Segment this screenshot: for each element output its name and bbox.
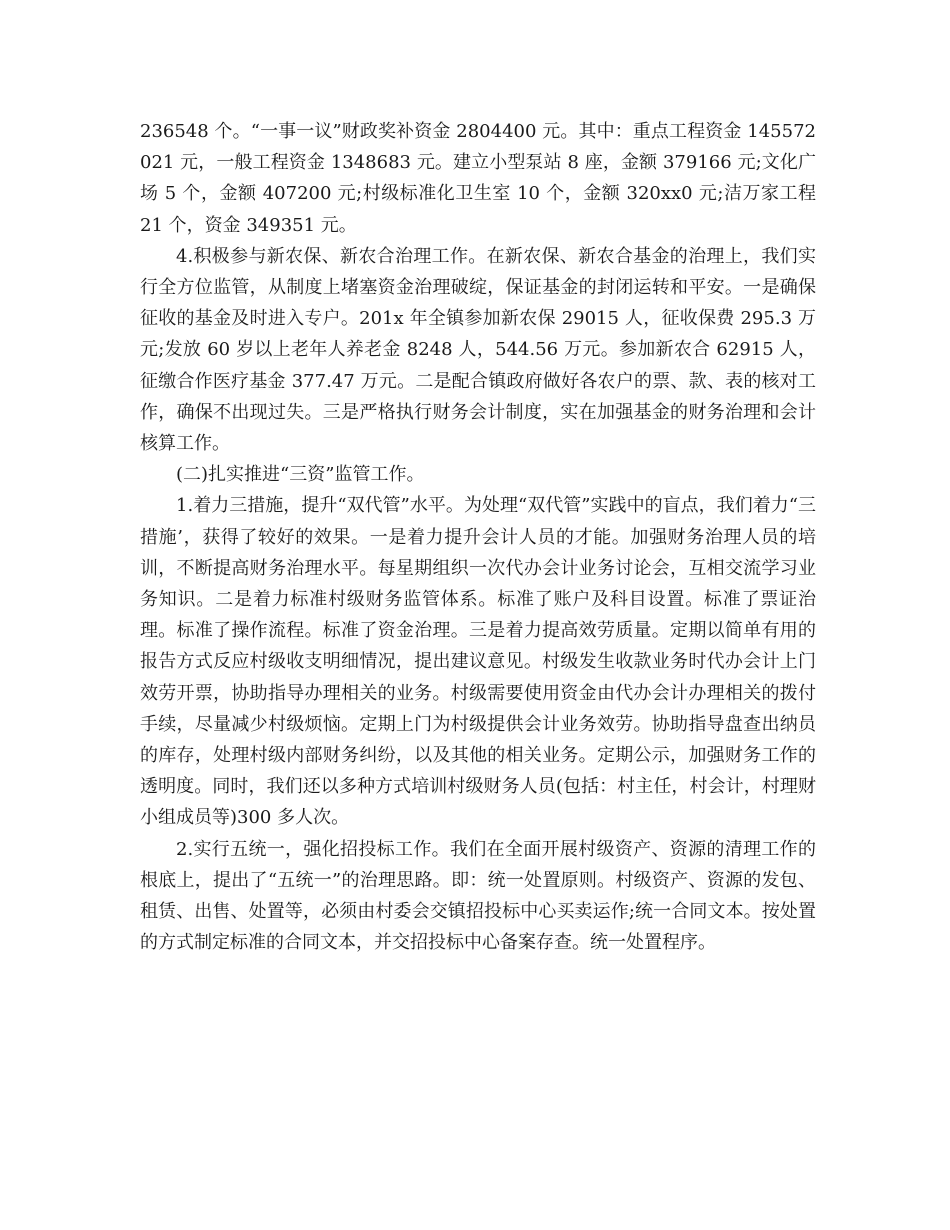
paragraph-3: 1.着力三措施，提升“双代管”水平。为处理“双代管”实践中的盲点，我们着力“三措施’，获得了较好的效果。一是着力提升会计人员的才能。加强财务治理人员的培训，不断提高财务治理水平。每星期组织一次代办会计业务讨论会，互相交流学习业务知识。二是着力标准村级财务监管体系。标准了账户及科目设置。标准了票证治理。标准了操作流程。标准了资金治理。三是着力提高效劳质量。定期以简单有用的报告方式反应村级收支明细情况，提出建议意见。村级发生收款业务时代办会计上门效劳开票，协助指导办理相关的业务。村级需要使用资金由代办会计办理相关的拨付手续，尽量减少村级烦恼。定期上门为村级提供会计业务效劳。协助指导盘查出纳员的库存，处理村级内部财务纠纷，以及其他的相关业务。定期公示，加强财务工作的透明度。同时，我们还以多种方式培训村级财务人员(包括：村主任，村会计，村理财小组成员等)300 多人次。 <box>140 495 816 829</box>
section-heading: (二)扎实推进“三资”监管工作。 <box>176 464 425 486</box>
document-page <box>140 116 816 958</box>
paragraph-4: 2.实行五统一，强化招投标工作。我们在全面开展村级资产、资源的清理工作的根底上，提出了“五统一”的治理思路。即：统一处置原则。村级资产、资源的发包、租赁、出售、处置等，必须由村委会交镇招投标中心买卖运作;统一合同文本。按处置的方式制定标准的合同文本，并交招投标中心备案存查。统一处置程序。 <box>140 838 816 954</box>
paragraph-2: 4.积极参与新农保、新农合治理工作。在新农保、新农合基金的治理上，我们实行全方位监管，从制度上堵塞资金治理破绽，保证基金的封闭运转和平安。一是确保征收的基金及时进入专户。201x 年全镇参加新农保 29015 人，征收保费 295.3 万元;发放 60 岁以上老年人养老金 8248 人，544.56 万元。参加新农合 62915 人，征缴合作医疗基金 377.47 万元。二是配合镇政府做好各农户的票、款、表的核对工作，确保不出现过失。三是严格执行财务会计制度，实在加强基金的财务治理和会计核算工作。 <box>140 245 816 455</box>
paragraph-1: 236548 个。“一事一议”财政奖补资金 2804400 元。其中：重点工程资金 145572021 元，一般工程资金 1348683 元。建立小型泵站 8 座，金额 379166 元;文化广场 5 个，金额 407200 元;村级标准化卫生室 10 个，金额 320xx0 元;洁万家工程 21 个，资金 349351 元。 <box>140 121 816 236</box>
